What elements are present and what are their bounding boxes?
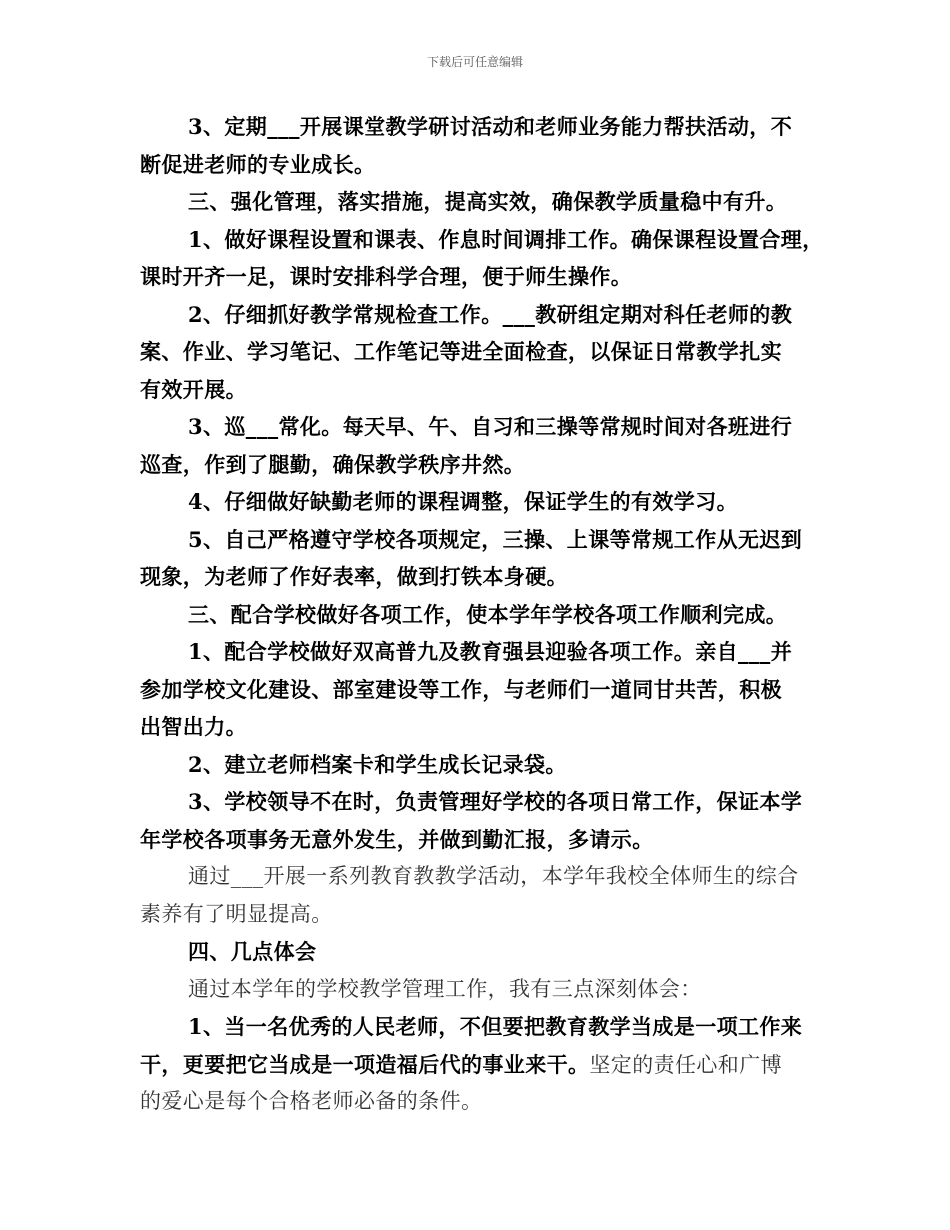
text-line xyxy=(140,1008,820,1046)
line-text: 素养有了明显提高。 xyxy=(140,901,333,926)
text-line xyxy=(140,446,820,484)
line-text: 通过本学年的学校教学管理工作，我有三点深刻体会： xyxy=(188,976,702,1001)
line-text: 参加学校文化建设、部室建设等工作，与老师们一道同甘共苦，积极 xyxy=(140,676,782,702)
line-text: 4、仔细做好缺勤老师的课程调整，保证学生的有效学习。 xyxy=(188,489,739,514)
document-body xyxy=(140,108,824,1121)
text-line xyxy=(140,746,820,784)
text-line xyxy=(140,558,820,596)
text-line xyxy=(140,296,820,334)
text-line xyxy=(140,408,820,446)
text-line xyxy=(140,1046,820,1084)
text-line xyxy=(140,971,820,1009)
text-line xyxy=(140,183,820,221)
page-header: 下载后可任意编辑 xyxy=(426,55,523,69)
line-text: 案、作业、学习笔记、工作笔记等进全面检查，以保证日常教学扎实 xyxy=(140,339,782,364)
text-line xyxy=(140,821,820,859)
text-line xyxy=(140,258,820,296)
line-text: 现象，为老师了作好表率，做到打铁本身硬。 xyxy=(140,564,568,589)
line-text: 有效开展。 xyxy=(140,376,247,402)
text-line xyxy=(140,521,820,559)
text-line xyxy=(140,933,820,971)
line-text: 3、定期___开展课堂教学研讨活动和老师业务能力帮扶活动，不 xyxy=(188,114,793,139)
line-text: 1、做好课程设置和课表、作息时间调排工作。确保课程设置合理， xyxy=(188,226,824,252)
line-text: 1、配合学校做好双高普九及教育强县迎验各项工作。亲自___并 xyxy=(188,639,793,664)
text-line xyxy=(140,596,820,634)
text-line xyxy=(140,483,820,521)
line-text: 1、当一名优秀的人民老师，不但要把教育教学当成是一项工作来 xyxy=(188,1014,803,1039)
text-line xyxy=(140,783,820,821)
text-line xyxy=(140,1083,820,1121)
line-text: 年学校各项事务无意外发生，并做到勤汇报，多请示。 xyxy=(140,826,654,852)
line-text: 课时开齐一足，课时安排科学合理，便于师生操作。 xyxy=(140,264,633,289)
text-line xyxy=(140,671,820,709)
line-text: 干，更要把它当成是一项造福后代的事业来干。 xyxy=(140,1051,590,1077)
line-text: 通过___开展一系列教育教教学活动，本学年我校全体师生的综合 xyxy=(188,864,799,888)
line-text: 三、配合学校做好各项工作，使本学年学校各项工作顺利完成。 xyxy=(188,601,788,627)
text-line xyxy=(140,371,820,409)
line-text: 断促进老师的专业成长。 xyxy=(140,151,376,177)
text-line xyxy=(140,858,820,896)
text-line xyxy=(140,633,820,671)
line-text: 四、几点体会 xyxy=(188,939,317,964)
text-line xyxy=(140,708,820,746)
text-line xyxy=(140,333,820,371)
text-line xyxy=(140,108,820,146)
line-text: 巡查，作到了腿勤，确保教学秩序井然。 xyxy=(140,451,526,477)
line-text: 2、仔细抓好教学常规检查工作。___教研组定期对科任老师的教 xyxy=(188,301,793,327)
text-line xyxy=(140,896,820,934)
line-text: 3、巡___常化。每天早、午、自习和三操等常规时间对各班进行 xyxy=(188,414,793,439)
line-text-tail: 坚定的责任心和广博 xyxy=(589,1052,783,1077)
line-text: 2、建立老师档案卡和学生成长记录袋。 xyxy=(188,751,567,777)
line-text: 5、自己严格遵守学校各项规定，三操、上课等常规工作从无迟到 xyxy=(188,526,803,552)
line-text: 三、强化管理，落实措施，提高实效，确保教学质量稳中有升。 xyxy=(188,189,788,214)
text-line xyxy=(140,221,824,259)
line-text: 3、学校领导不在时，负责管理好学校的各项日常工作，保证本学 xyxy=(188,789,803,814)
text-line xyxy=(140,146,820,184)
line-text: 的爱心是每个合格老师必备的条件。 xyxy=(140,1089,483,1113)
line-text: 出智出力。 xyxy=(140,714,247,739)
